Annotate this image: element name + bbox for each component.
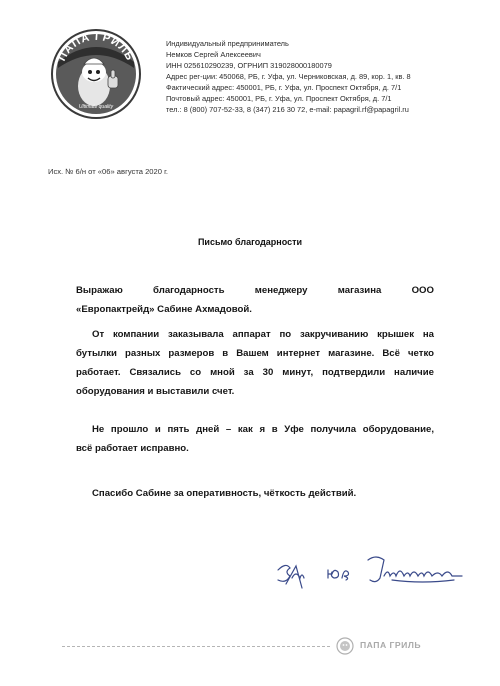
paragraph-line: Спасибо Сабине за оперативность, чёткость действий. [92,488,357,499]
paragraph-line: работает. Связались со мной за 30 минут, подтвердили наличие [76,367,434,378]
header-line-name: Немков Сергей Алексеевич [166,50,261,59]
paragraph-line: оборудования и выставили счет. [76,386,235,397]
footer-logo-icon [336,637,354,655]
paragraph-line: Не прошло и пять дней – как я в Уфе получила оборудование, [92,424,434,435]
paragraph-line: всё работает исправно. [76,443,189,454]
header-line-inn: ИНН 025610290239, ОГРНИП 319028000180079 [166,61,332,70]
header-line-contacts: тел.: 8 (800) 707-52-33, 8 (347) 216 30 72, e-mail: papagril.rf@papagril.ru [166,105,409,114]
footer-divider [62,646,330,647]
paragraph-line: От компании заказывала аппарат по закручиванию крышек на [92,329,434,340]
papa-gril-logo [50,28,142,120]
paragraph-line: бутылки разных размеров в Вашем интернет магазине. Всё четко [76,348,434,359]
paragraph-delivery [76,420,434,458]
footer-brand: ПАПА ГРИЛЬ [360,640,422,650]
paragraph-order [76,325,434,401]
outgoing-reference: Исх. № 6/н от «06» августа 2020 г. [48,167,169,176]
logo-text: ПАПА ГРИЛЬ [56,30,136,64]
paragraph-thanks [76,484,434,503]
company-requisites [166,38,486,115]
logo-slogan: Ultimate quality [78,104,114,110]
paragraph-line: Выражаю благодарность менеджеру магазина ООО [76,285,434,296]
header-line-entity-type: Индивидуальный предприниматель [166,39,289,48]
letter-title: Письмо благодарности [197,237,303,247]
header-line-postal-address: Почтовый адрес: 450001, РБ, г. Уфа, ул. Проспект Октября, д. 7/1 [166,94,392,103]
paragraph-gratitude [76,281,434,319]
header-line-reg-address: Адрес рег-ции: 450068, РБ, г. Уфа, ул. Черниковская, д. 89, кор. 1, кв. 8 [166,72,411,81]
handwritten-signature [272,548,472,596]
header-line-actual-address: Фактический адрес: 450001, РБ, г. Уфа, ул. Проспект Октября, д. 7/1 [166,83,402,92]
paragraph-line: «Европактрейд» Сабине Ахмадовой. [76,304,252,315]
